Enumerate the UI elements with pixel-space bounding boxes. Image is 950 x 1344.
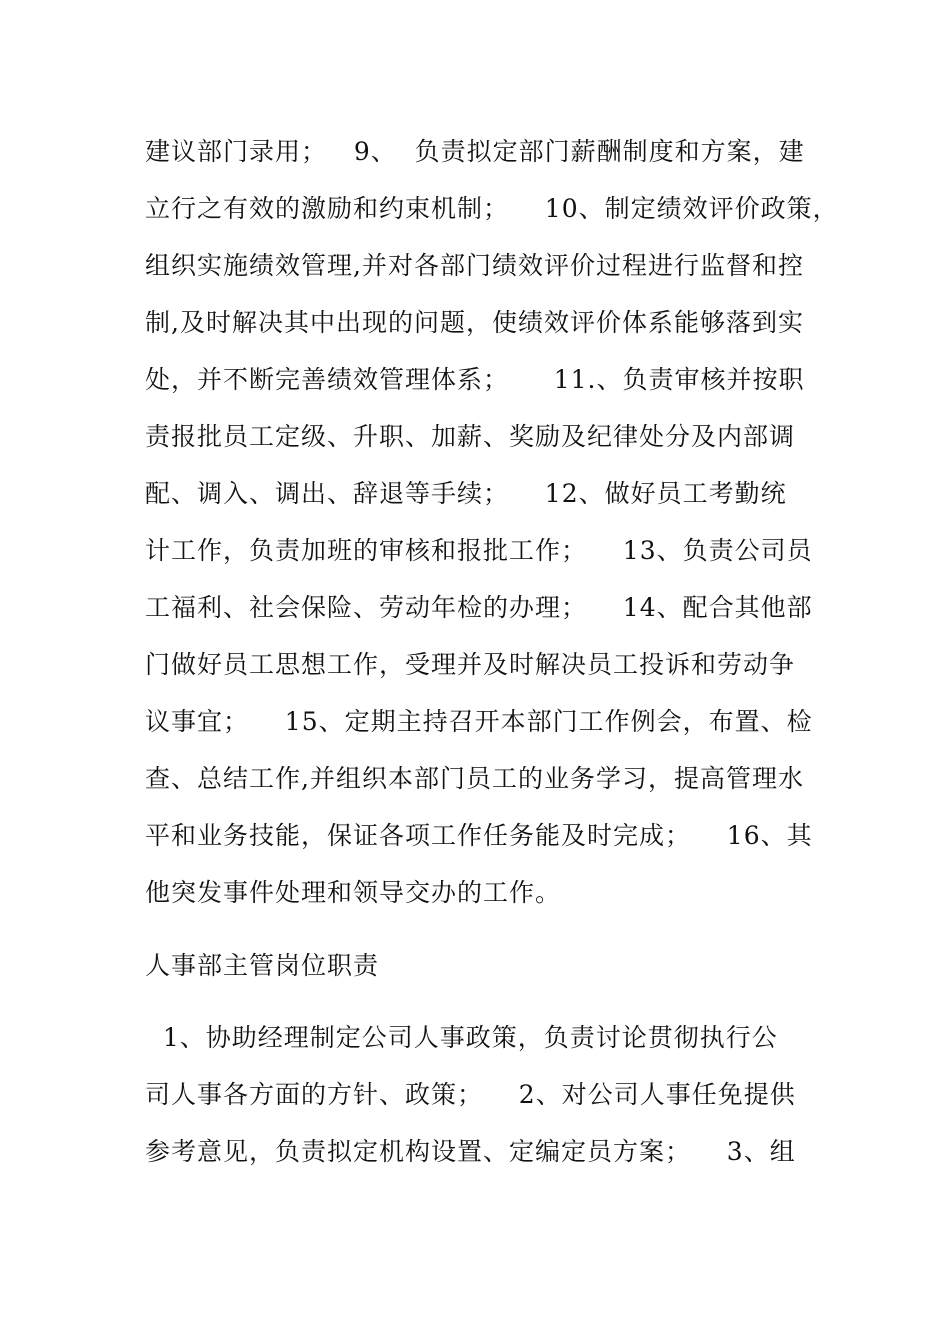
body-line: 计工作，负责加班的审核和报批工作； 13、负责公司员 [145,536,813,565]
section-title: 人事部主管岗位职责 [145,951,380,980]
body-line: 查、总结工作,并组织本部门员工的业务学习，提高管理水 [145,764,804,793]
section-line: 1、协助经理制定公司人事政策，负责讨论贯彻执行公 [145,1023,778,1052]
body-line: 平和业务技能，保证各项工作任务能及时完成； 16、其 [145,821,813,850]
body-line: 他突发事件处理和领导交办的工作。 [145,878,562,907]
body-line: 议事宜； 15、定期主持召开本部门工作例会，布置、检 [145,707,813,736]
body-line: 处，并不断完善绩效管理体系； 11.、负责审核并按职 [145,365,805,394]
body-line: 工福利、社会保险、劳动年检的办理； 14、配合其他部 [145,593,813,622]
body-line: 责报批员工定级、升职、加薪、奖励及纪律处分及内部调 [145,422,796,451]
body-line: 立行之有效的激励和约束机制； 10、制定绩效评价政策， [145,194,839,223]
body-line: 配、调入、调出、辞退等手续； 12、做好员工考勤统 [145,479,787,508]
body-line: 门做好员工思想工作，受理并及时解决员工投诉和劳动争 [145,650,796,679]
section-line: 司人事各方面的方针、政策； 2、对公司人事任免提供 [145,1080,796,1109]
section-line: 参考意见，负责拟定机构设置、定编定员方案； 3、组 [145,1137,796,1166]
body-line: 建议部门录用； 9、 负责拟定部门薪酬制度和方案，建 [145,137,805,166]
body-line: 组织实施绩效管理,并对各部门绩效评价过程进行监督和控 [145,251,804,280]
body-line: 制,及时解决其中出现的问题，使绩效评价体系能够落到实 [145,308,804,337]
